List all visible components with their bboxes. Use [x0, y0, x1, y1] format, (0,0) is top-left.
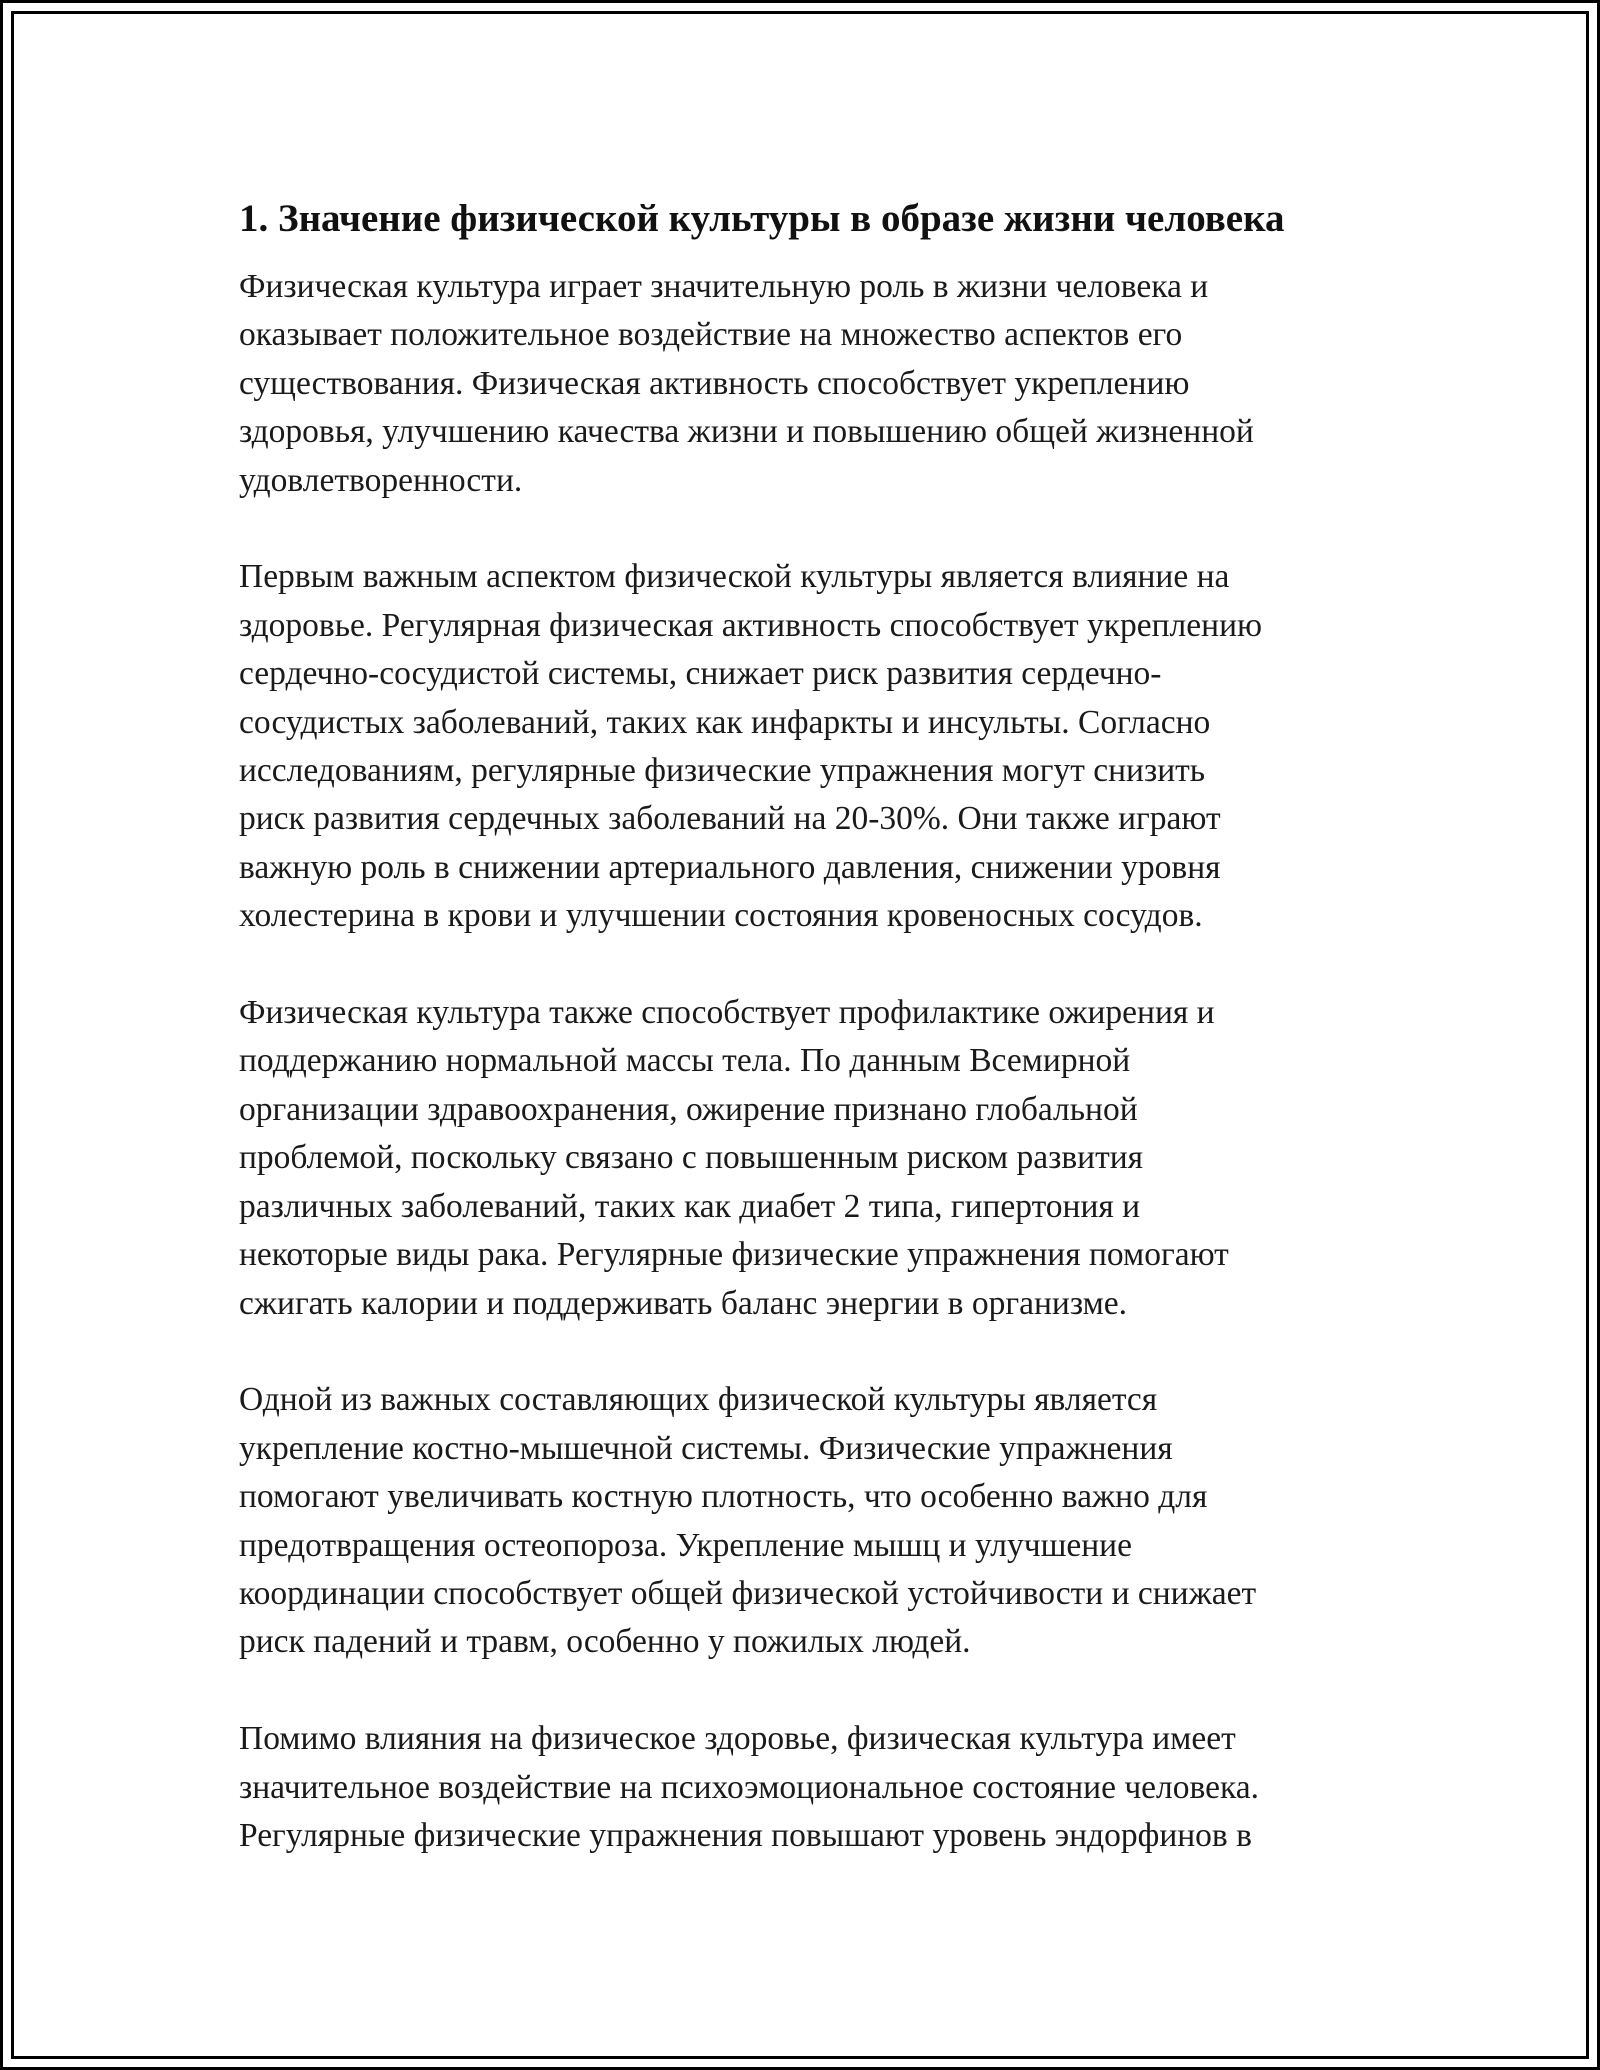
- paragraph-line: сосудистых заболеваний, таких как инфаркты и инсульты. Согласно: [239, 703, 1211, 741]
- paragraph-line: Одной из важных составляющих физической культуры является: [239, 1381, 1158, 1419]
- paragraph-line: поддержанию нормальной массы тела. По данным Всемирной: [239, 1042, 1131, 1080]
- paragraph-line: удовлетворенности.: [239, 461, 523, 499]
- paragraph: [239, 553, 1379, 940]
- paragraph-line: координации способствует общей физической устойчивости и снижает: [239, 1574, 1257, 1612]
- paragraph-line: исследованиям, регулярные физические упражнения могут снизить: [239, 752, 1206, 790]
- paragraph: [239, 989, 1379, 1328]
- paragraph-line: значительное воздействие на психоэмоциональное состояние человека.: [239, 1768, 1260, 1806]
- paragraph-line: организации здравоохранения, ожирение признано глобальной: [239, 1090, 1138, 1128]
- paragraph-line: сжигать калории и поддерживать баланс энергии в организме.: [239, 1284, 1128, 1322]
- paragraph-line: важную роль в снижении артериального давления, снижении уровня: [239, 848, 1221, 886]
- paragraph-line: Физическая культура играет значительную роль в жизни человека и: [239, 268, 1209, 305]
- paragraph-line: здоровья, улучшению качества жизни и повышению общей жизненной: [239, 413, 1254, 451]
- paragraph-line: существования. Физическая активность способствует укреплению: [239, 364, 1190, 402]
- paragraph-line: предотвращения остеопороза. Укрепление мышц и улучшение: [239, 1526, 1132, 1564]
- paragraph-line: Первым важным аспектом физической культуры является влияние на: [239, 558, 1230, 596]
- paragraph-line: оказывает положительное воздействие на множество аспектов его: [239, 316, 1183, 354]
- paragraph: [239, 263, 1379, 505]
- paragraph-line: Регулярные физические упражнения повышают уровень эндорфинов в: [239, 1816, 1252, 1854]
- paragraph-line: проблемой, поскольку связано с повышенным риском развития: [239, 1139, 1144, 1177]
- paragraph-line: здоровье. Регулярная физическая активность способствует укреплению: [239, 606, 1263, 644]
- paragraph-line: помогают увеличивать костную плотность, что особенно важно для: [239, 1478, 1208, 1516]
- paragraph-line: некоторые виды рака. Регулярные физические упражнения помогают: [239, 1236, 1229, 1274]
- document-body: [239, 183, 1379, 1909]
- paragraph: [239, 1715, 1379, 1860]
- paragraph-list: [239, 263, 1379, 1860]
- paragraph-line: Помимо влияния на физическое здоровье, физическая культура имеет: [239, 1720, 1236, 1758]
- paragraph-line: риск падений и травм, особенно у пожилых людей.: [239, 1623, 971, 1661]
- paragraph-line: риск развития сердечных заболеваний на 20-30%. Они также играют: [239, 800, 1221, 838]
- paragraph-line: укрепление костно-мышечной системы. Физические упражнения: [239, 1429, 1173, 1467]
- paragraph-line: холестерина в крови и улучшении состояния кровеносных сосудов.: [239, 897, 1203, 935]
- paragraph-line: сердечно-сосудистой системы, снижает риск развития сердечно-: [239, 655, 1162, 693]
- paragraph-line: различных заболеваний, таких как диабет 2 типа, гипертония и: [239, 1187, 1141, 1225]
- paragraph-line: Физическая культура также способствует профилактике ожирения и: [239, 994, 1215, 1032]
- paragraph: [239, 1376, 1379, 1666]
- section-heading: 1. Значение физической культуры в образе жизни человека: [239, 197, 1285, 240]
